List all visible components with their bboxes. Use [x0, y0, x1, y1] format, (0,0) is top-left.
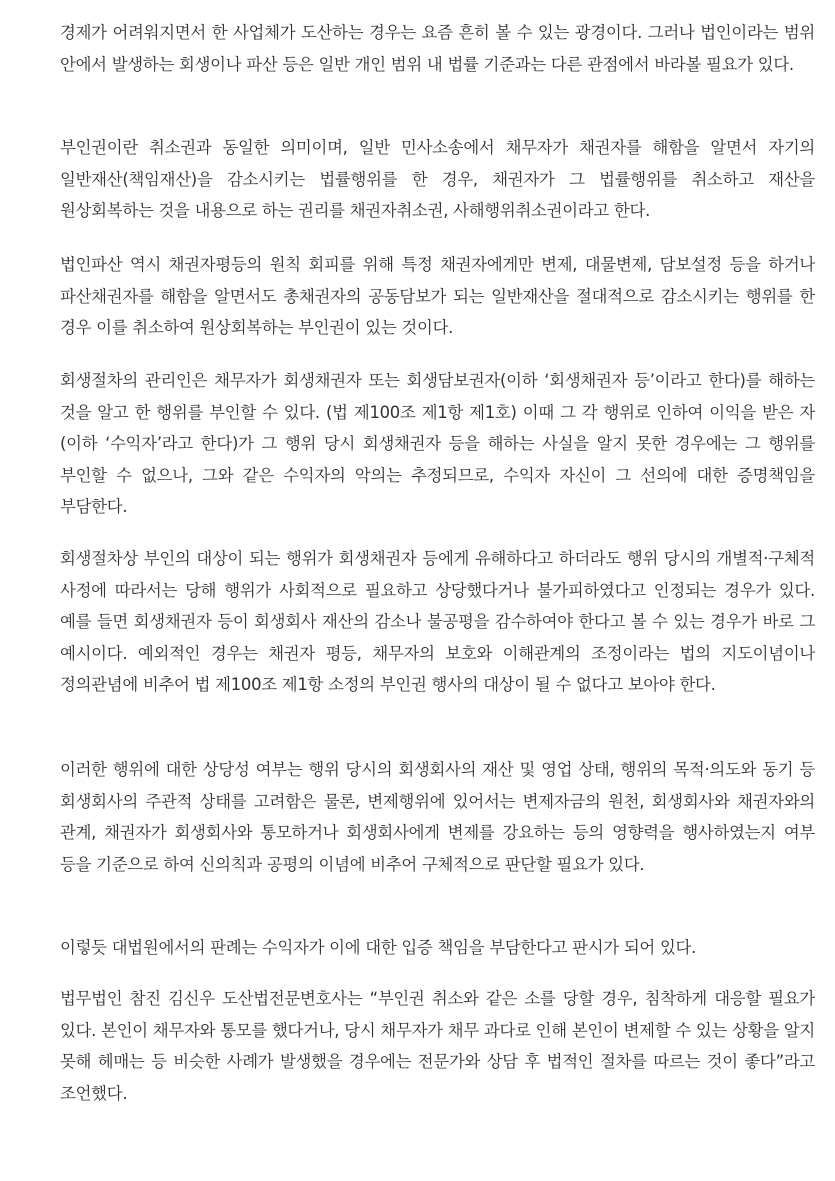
paragraph-intro: 경제가 어려워지면서 한 사업체가 도산하는 경우는 요즘 흔히 볼 수 있는 광경이다. 그러나 법인이라는 범위 안에서 발생하는 회생이나 파산 등은 일반 개인 범위 내 법률 기준과는 다른 관점에서 바라볼 필요가 있다. — [60, 23, 815, 74]
paragraph-corporate-bankruptcy: 법인파산 역시 채권자평등의 원칙 회피를 위해 특정 채권자에게만 변제, 대물변제, 담보설정 등을 하거나 파산채권자를 해함을 알면서도 총채권자의 공동담보가 되는 일반재산을 절대적으로 감소시키는 행위를 한 경우 이를 취소하여 원상회복하는 부인권이 있는 것이다. — [60, 255, 815, 338]
paragraph-rehabilitation-administrator: 회생절차의 관리인은 채무자가 회생채권자 또는 회생담보권자(이하 ‘회생채권자 등’이라고 한다)를 해하는 것을 알고 한 행위를 부인할 수 있다. (법 제100조 제1항 제1호) 이때 그 각 행위로 인하여 이익을 받은 자(이하 ‘수익자’라고 한다)가 그 행위 당시 회생채권자 등을 해하는 사실을 알지 못한 경우에는 그 행위를 부인할 수 없으나, 그와 같은 수익자의 악의는 추정되므로, 수익자 자신이 그 선의에 대한 증명책임을 부담한다. — [60, 371, 815, 517]
paragraph-exceptions: 회생절차상 부인의 대상이 되는 행위가 회생채권자 등에게 유해하다고 하더라도 행위 당시의 개별적·구체적 사정에 따라서는 당해 행위가 사회적으로 필요하고 상당했다거나 불가피하였다고 인정되는 경우가 있다. 예를 들면 회생채권자 등이 회생회사 재산의 감소나 불공평을 감수하여야 한다고 볼 수 있는 경우가 바로 그 예시이다. 예외적인 경우는 채권자 평등, 채무자의 보호와 이해관계의 조정이라는 법의 지도이념이나 정의관념에 비추어 법 제100조 제1항 소정의 부인권 행사의 대상이 될 수 없다고 보아야 한다. — [60, 549, 815, 695]
paragraph-lawyer-quote: 법무법인 참진 김신우 도산법전문변호사는 “부인권 취소와 같은 소를 당할 경우, 침착하게 대응할 필요가 있다. 본인이 채무자와 통모를 했다거나, 당시 채무자가 채무 과다로 인해 본인이 변제할 수 있는 상황을 알지 못해 헤매는 등 비슷한 사례가 발생했을 경우에는 전문가와 상담 후 법적인 절차를 따르는 것이 좋다”라고 조언했다. — [60, 989, 815, 1103]
paragraph-definition: 부인권이란 취소권과 동일한 의미이며, 일반 민사소송에서 채무자가 채권자를 해함을 알면서 자기의 일반재산(책임재산)을 감소시키는 법률행위를 한 경우, 채권자가 그 법률행위를 취소하고 재산을 원상회복하는 것을 내용으로 하는 권리를 채권자취소권, 사해행위취소권이라고 한다. — [60, 138, 815, 221]
paragraph-reasonableness: 이러한 행위에 대한 상당성 여부는 행위 당시의 회생회사의 재산 및 영업 상태, 행위의 목적·의도와 동기 등 회생회사의 주관적 상태를 고려함은 물론, 변제행위에 있어서는 변제자금의 원천, 회생회사와 채권자와의 관계, 채권자가 회생회사와 통모하거나 회생회사에게 변제를 강요하는 등의 영향력을 행사하였는지 여부 등을 기준으로 하여 신의칙과 공평의 이념에 비추어 구체적으로 판단할 필요가 있다. — [60, 760, 815, 874]
paragraph-supreme-court: 이렇듯 대법원에서의 판례는 수익자가 이에 대한 입증 책임을 부담한다고 판시가 되어 있다. — [60, 938, 697, 957]
